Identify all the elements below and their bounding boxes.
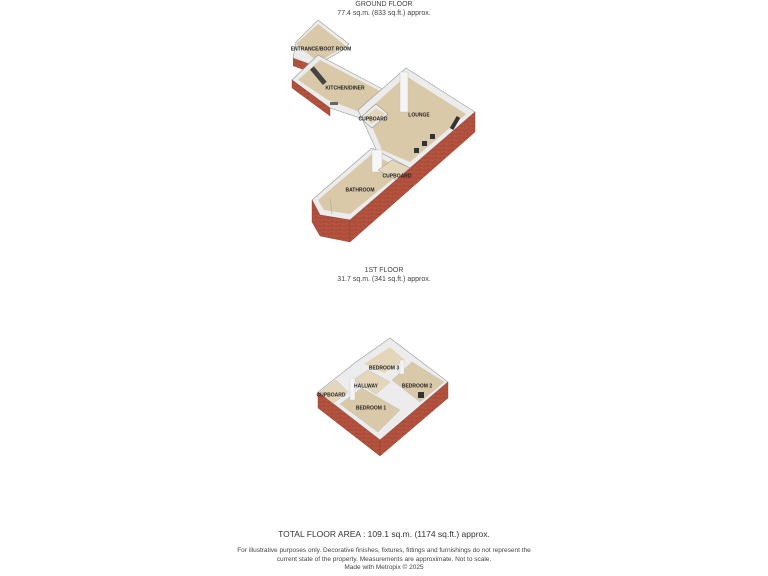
total-floor-area: TOTAL FLOOR AREA : 109.1 sq.m. (1174 sq.ft.) approx.: [278, 529, 490, 539]
first-floor-title: 1ST FLOOR: [364, 267, 404, 274]
disclaimer-text: For illustrative purposes only. Decorative finishes, fixtures, fittings and furnishings do not represent the current state of the property. Measurements are approximate. Not to scale.: [237, 547, 531, 563]
label-cupboard-ff: CUPBOARD: [316, 392, 346, 399]
label-cupboard-b: CUPBOARD: [382, 173, 412, 180]
label-kitchen: KITCHEN/DINER: [325, 85, 365, 92]
ground-floor-area: 77.4 sq.m. (833 sq.ft.) approx.: [337, 10, 431, 17]
label-bathroom: BATHROOM: [345, 187, 375, 194]
footer-notes: [234, 547, 534, 573]
ground-floor-plan: [292, 20, 475, 242]
ground-floor-title: GROUND FLOOR: [355, 1, 413, 8]
label-hallway: HALLWAY: [354, 383, 378, 390]
label-cupboard-a: CUPBOARD: [358, 116, 388, 123]
label-bedroom1: BEDROOM 1: [355, 405, 387, 412]
credit-text: Made with Metropix © 2025: [344, 564, 424, 571]
label-bedroom3: BEDROOM 3: [368, 365, 400, 372]
label-bedroom2: BEDROOM 2: [401, 383, 433, 390]
window: [418, 392, 424, 398]
first-floor-area: 31.7 sq.m. (341 sq.ft.) approx.: [337, 276, 431, 283]
label-entrance: ENTRANCE/BOOT ROOM: [290, 46, 352, 53]
label-lounge: LOUNGE: [408, 112, 430, 119]
